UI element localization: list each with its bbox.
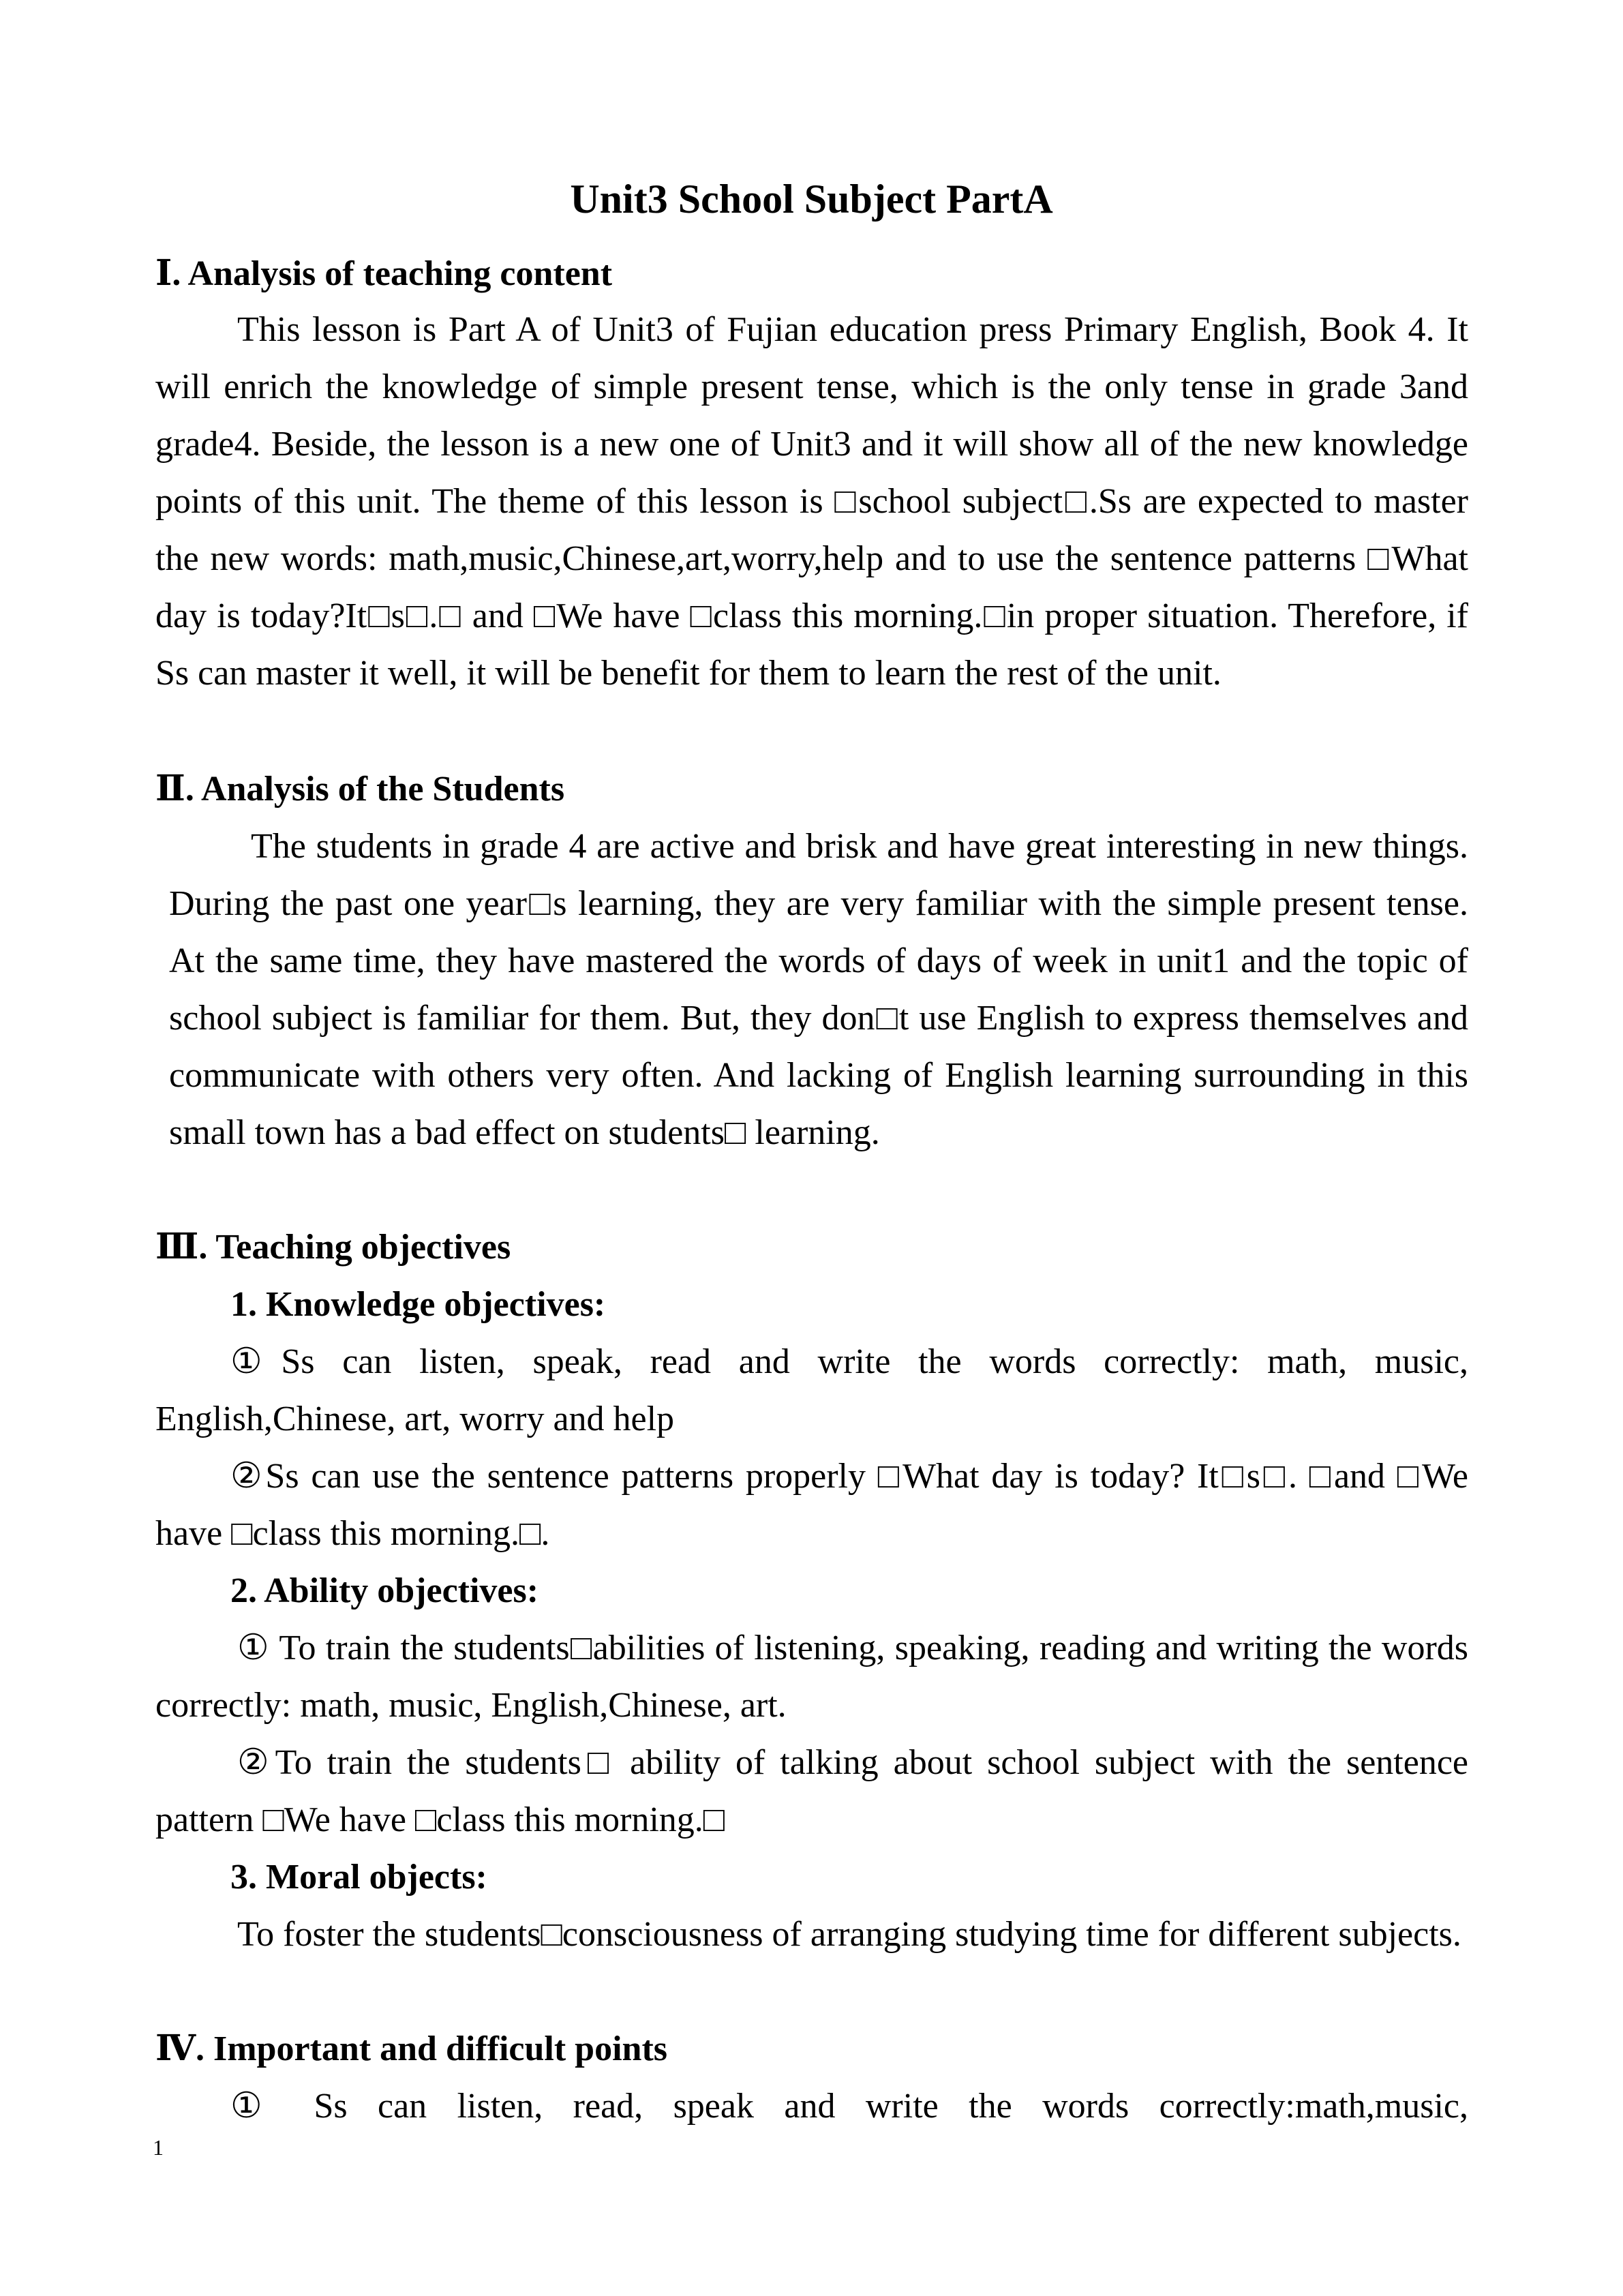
ability-objective-item: ②To train the students□ ability of talking about school subject with the sentence pattern □We have □class this morning.□ (155, 1743, 1468, 1839)
important-point-item: ① Ss can listen, read, speak and write the words correctly:math,music, (230, 2087, 1468, 2126)
section-heading-students: Ⅱ. Analysis of the Students (155, 770, 565, 809)
moral-objective-item: To foster the students□consciousness of arranging studying time for different subjects. (237, 1915, 1461, 1954)
page-number: 1 (153, 2135, 164, 2160)
paragraph-teaching-content: This lesson is Part A of Unit3 of Fujian education press Primary English, Book 4. It will enrich the knowledge of simple present tense, which is the only tense in grade 3and grade4. Beside, the lesson is a new one of Unit3 and it will show all of the new knowledge points of this unit. The theme of this lesson is □school subject□.Ss are expected to master the new words: math,music,Chinese,art,worry,help and to use the sentence patterns □What day is today?It□s□.□ and □We have □class this morning.□in proper situation. Therefore, if Ss can master it well, it will be benefit for them to learn the rest of the unit. (155, 310, 1468, 693)
subheading-knowledge-objectives: 1. Knowledge objectives: (230, 1285, 606, 1324)
ability-objective-item: ① To train the students□abilities of listening, speaking, reading and writing the words correctly: math, music, English,Chinese, art. (155, 1629, 1468, 1725)
section-heading-teaching-content: Ⅰ. Analysis of teaching content (155, 254, 613, 293)
section-heading-objectives: Ⅲ. Teaching objectives (155, 1228, 511, 1267)
document-title: Unit3 School Subject PartA (570, 177, 1053, 222)
section-heading-important-points: Ⅳ. Important and difficult points (155, 2029, 668, 2068)
knowledge-objective-item: ①Ss can listen, speak, read and write the words correctly: math, music, English,Chinese, art, worry and help (155, 1342, 1468, 1438)
subheading-ability-objectives: 2. Ability objectives: (230, 1571, 539, 1610)
knowledge-objective-item: ②Ss can use the sentence patterns properly □What day is today? It□s□. □and □We have □class this morning.□. (155, 1457, 1468, 1553)
subheading-moral-objects: 3. Moral objects: (230, 1858, 487, 1897)
paragraph-students: The students in grade 4 are active and brisk and have great interesting in new things. During the past one year□s learning, they are very familiar with the simple present tense. At the same time, they have mastered the words of days of week in unit1 and the topic of school subject is familiar for them. But, they don□t use English to express themselves and communicate with others very often. And lacking of English learning surrounding in this small town has a bad effect on students□ learning. (169, 827, 1468, 1152)
